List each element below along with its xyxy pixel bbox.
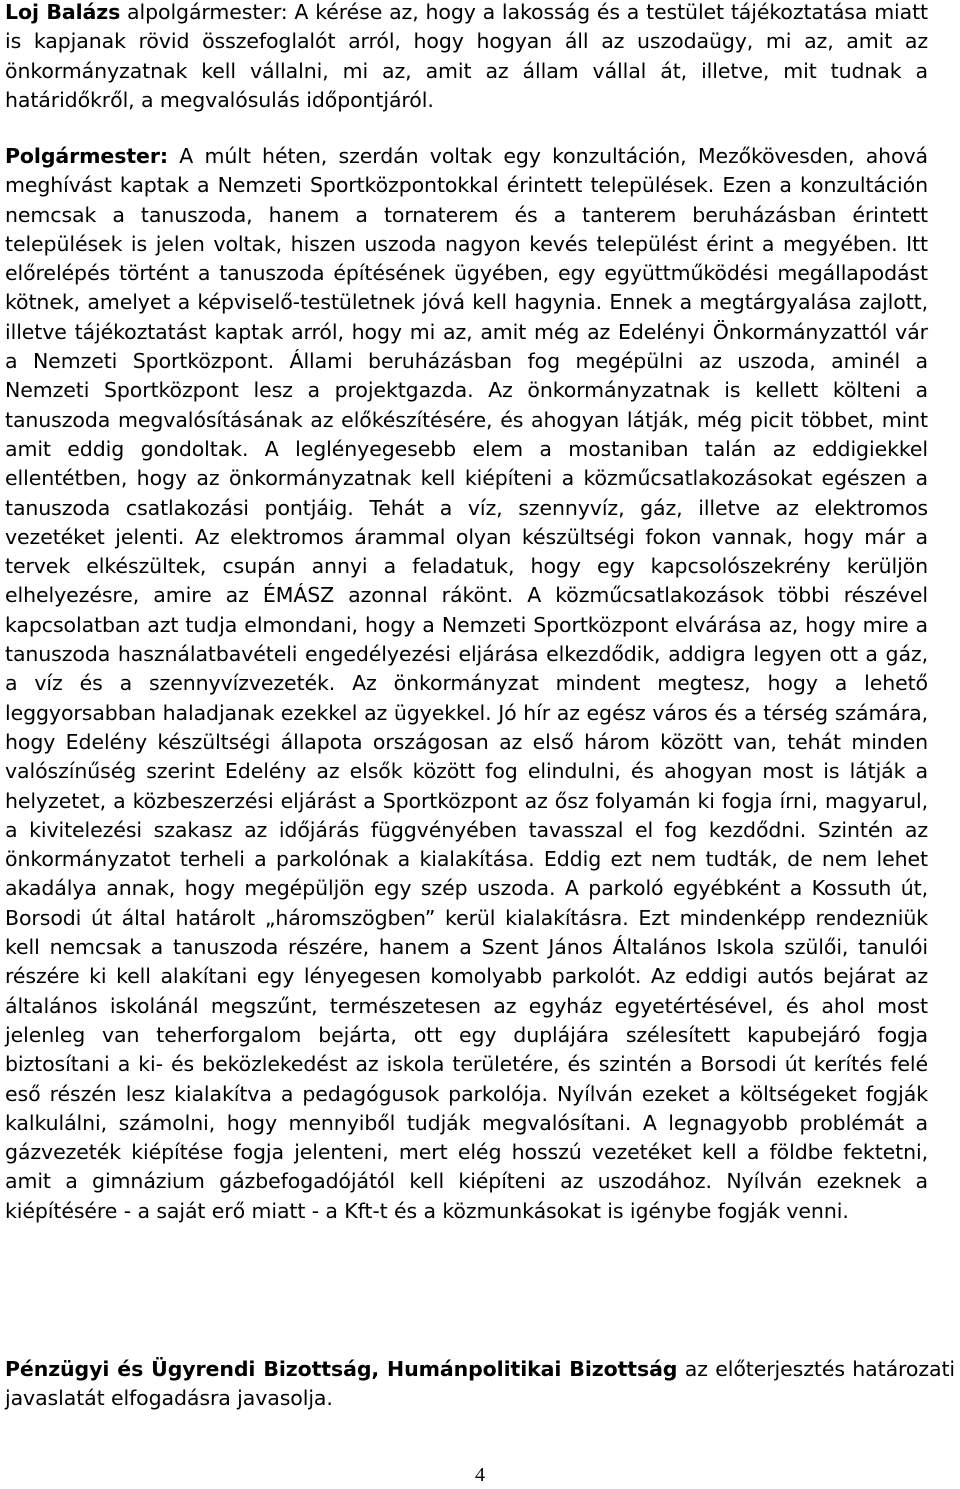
speaker-name: Polgármester: — [5, 144, 168, 168]
paragraph-text: A múlt héten, szerdán voltak egy konzultáción, Mezőkövesden, ahová meghívást kaptak a Nemzeti Sportközpontokkal érintett települések. Ezen a konzultáción nemcsak a tanuszoda, hanem a tornaterem és a tanterem beruházásban érintett települések is jelen voltak, hiszen uszoda nagyon kevés települést érint a megyében. Itt előrelépés történt a tanuszoda építésének ügyében, egy együttműködési megállapodást kötnek, amelyet a képviselő-testületnek jóvá kell hagynia. Ennek a megtárgyalása zajlott, illetve tájékoztatást kaptak arról, hogy mi az, amit még az Edelényi Önkormányzattól vár a Nemzeti Sportközpont. Állami beruházásban fog megépülni az uszoda, aminél a Nemzeti Sportközpont lesz a projektgazda. Az önkormányzatnak is kellett költeni a tanuszoda megvalósításának az előkészítésére, és ahogyan látják, még picit többet, mint amit eddig gondoltak. A leglényegesebb elem a mostaniban talán az eddigiekkel ellentétben, hogy az önkormányzatnak kell kiépíteni a közműcsatlakozásokat egészen a tanuszoda csatlakozási pontjáig. Tehát a víz, szennyvíz, gáz, illetve az elektromos vezetéket jelenti. Az elektromos árammal olyan készültségi fokon vannak, hogy már a tervek elkészültek, csupán annyi a feladatuk, hogy egy kapcsolószekrény kerüljön elhelyezésre, amire az ÉMÁSZ azonnal rákönt. A közműcsatlakozások többi részével kapcsolatban azt tudja elmondani, hogy a Nemzeti Sportközpont elvárása az, hogy mire a tanuszoda használatbavételi engedélyezési eljárása elkezdődik, addigra legyen ott a gáz, a víz és a szennyvízvezeték. Az önkormányzat mindent megtesz, hogy a lehető leggyorsabban haladjanak ezekkel az ügyekkel. Jó hír az egész város és a térség számára, hogy Edelény készültségi állapota országosan az első három között van, tehát minden valószínűség szerint Edelény az elsők között fog elindulni, és ahogyan most is látják a helyzetet, a közbeszerzési eljárást a Sportközpont az ősz folyamán ki fogja írni, magyarul, a kivitelezési szakasz az időjárás függvényében tavasszal el fog kezdődni. Szintén az önkormányzatot terheli a parkolónak a kialakítása. Eddig ezt nem tudták, de nem lehet akadálya annak, hogy megépüljön egy szép uszoda. A parkoló egyébként a Kossuth út, Borsodi út által határolt „háromszögben” kerül kialakításra. Ezt mindenképp rendezniük kell nemcsak a tanuszoda részére, hanem a Szent János Általános Iskola szülői, tanulói részére ki kell alakítani egy lényegesen komolyabb parkolót. Az eddigi autós bejárat az általános iskolánál megszűnt, természetesen az egyház egyetértésével, és ahol most jelenleg van teherforgalom bejárta, ott egy duplájára szélesített kapubejáró fogja biztosítani a ki- és beközlekedést az iskola területére, és szintén a Borsodi út kerítés felé eső részén lesz kialakítva a pedagógusok parkolója. Nyílván ezeket a költségeket fogják kalkulálni, számolni, hogy mennyiből tudják megvalósítani. A legnagyobb problémát a gázvezeték kiépítése fogja jelenteni, mert elég hosszú vezetéket kell a földbe fektetni, amit a gimnázium gázbefogadójától kell kiépíteni az uszodához. Nyílván ezeknek a kiépítésére - a saját erő miatt - a Kft-t és a közmunkásokat is igénybe fogják venni. — [5, 144, 928, 1223]
paragraph-text: az előterjesztés határozati javaslatát elfogadásra javasolja. — [5, 1357, 956, 1411]
page-number: 4 — [475, 1464, 485, 1486]
speaker-name: Loj Balázs — [5, 0, 121, 24]
paragraph-mayor — [5, 142, 928, 1226]
paragraph-committee — [5, 1355, 955, 1414]
committee-name: Pénzügyi és Ügyrendi Bizottság, Humánpolitikai Bizottság — [5, 1357, 678, 1381]
paragraph-text: alpolgármester: A kérése az, hogy a lakosság és a testület tájékoztatása miatt is kapjanak rövid összefoglalót arról, hogy hogyan áll az uszodaügy, mi az, amit az önkormányzatnak kell vállalni, mi az, amit az állam vállal át, illetve, mit tudnak a határidőkről, a megvalósulás időpontjáról. — [5, 0, 928, 112]
paragraph-vice-mayor — [5, 0, 928, 115]
